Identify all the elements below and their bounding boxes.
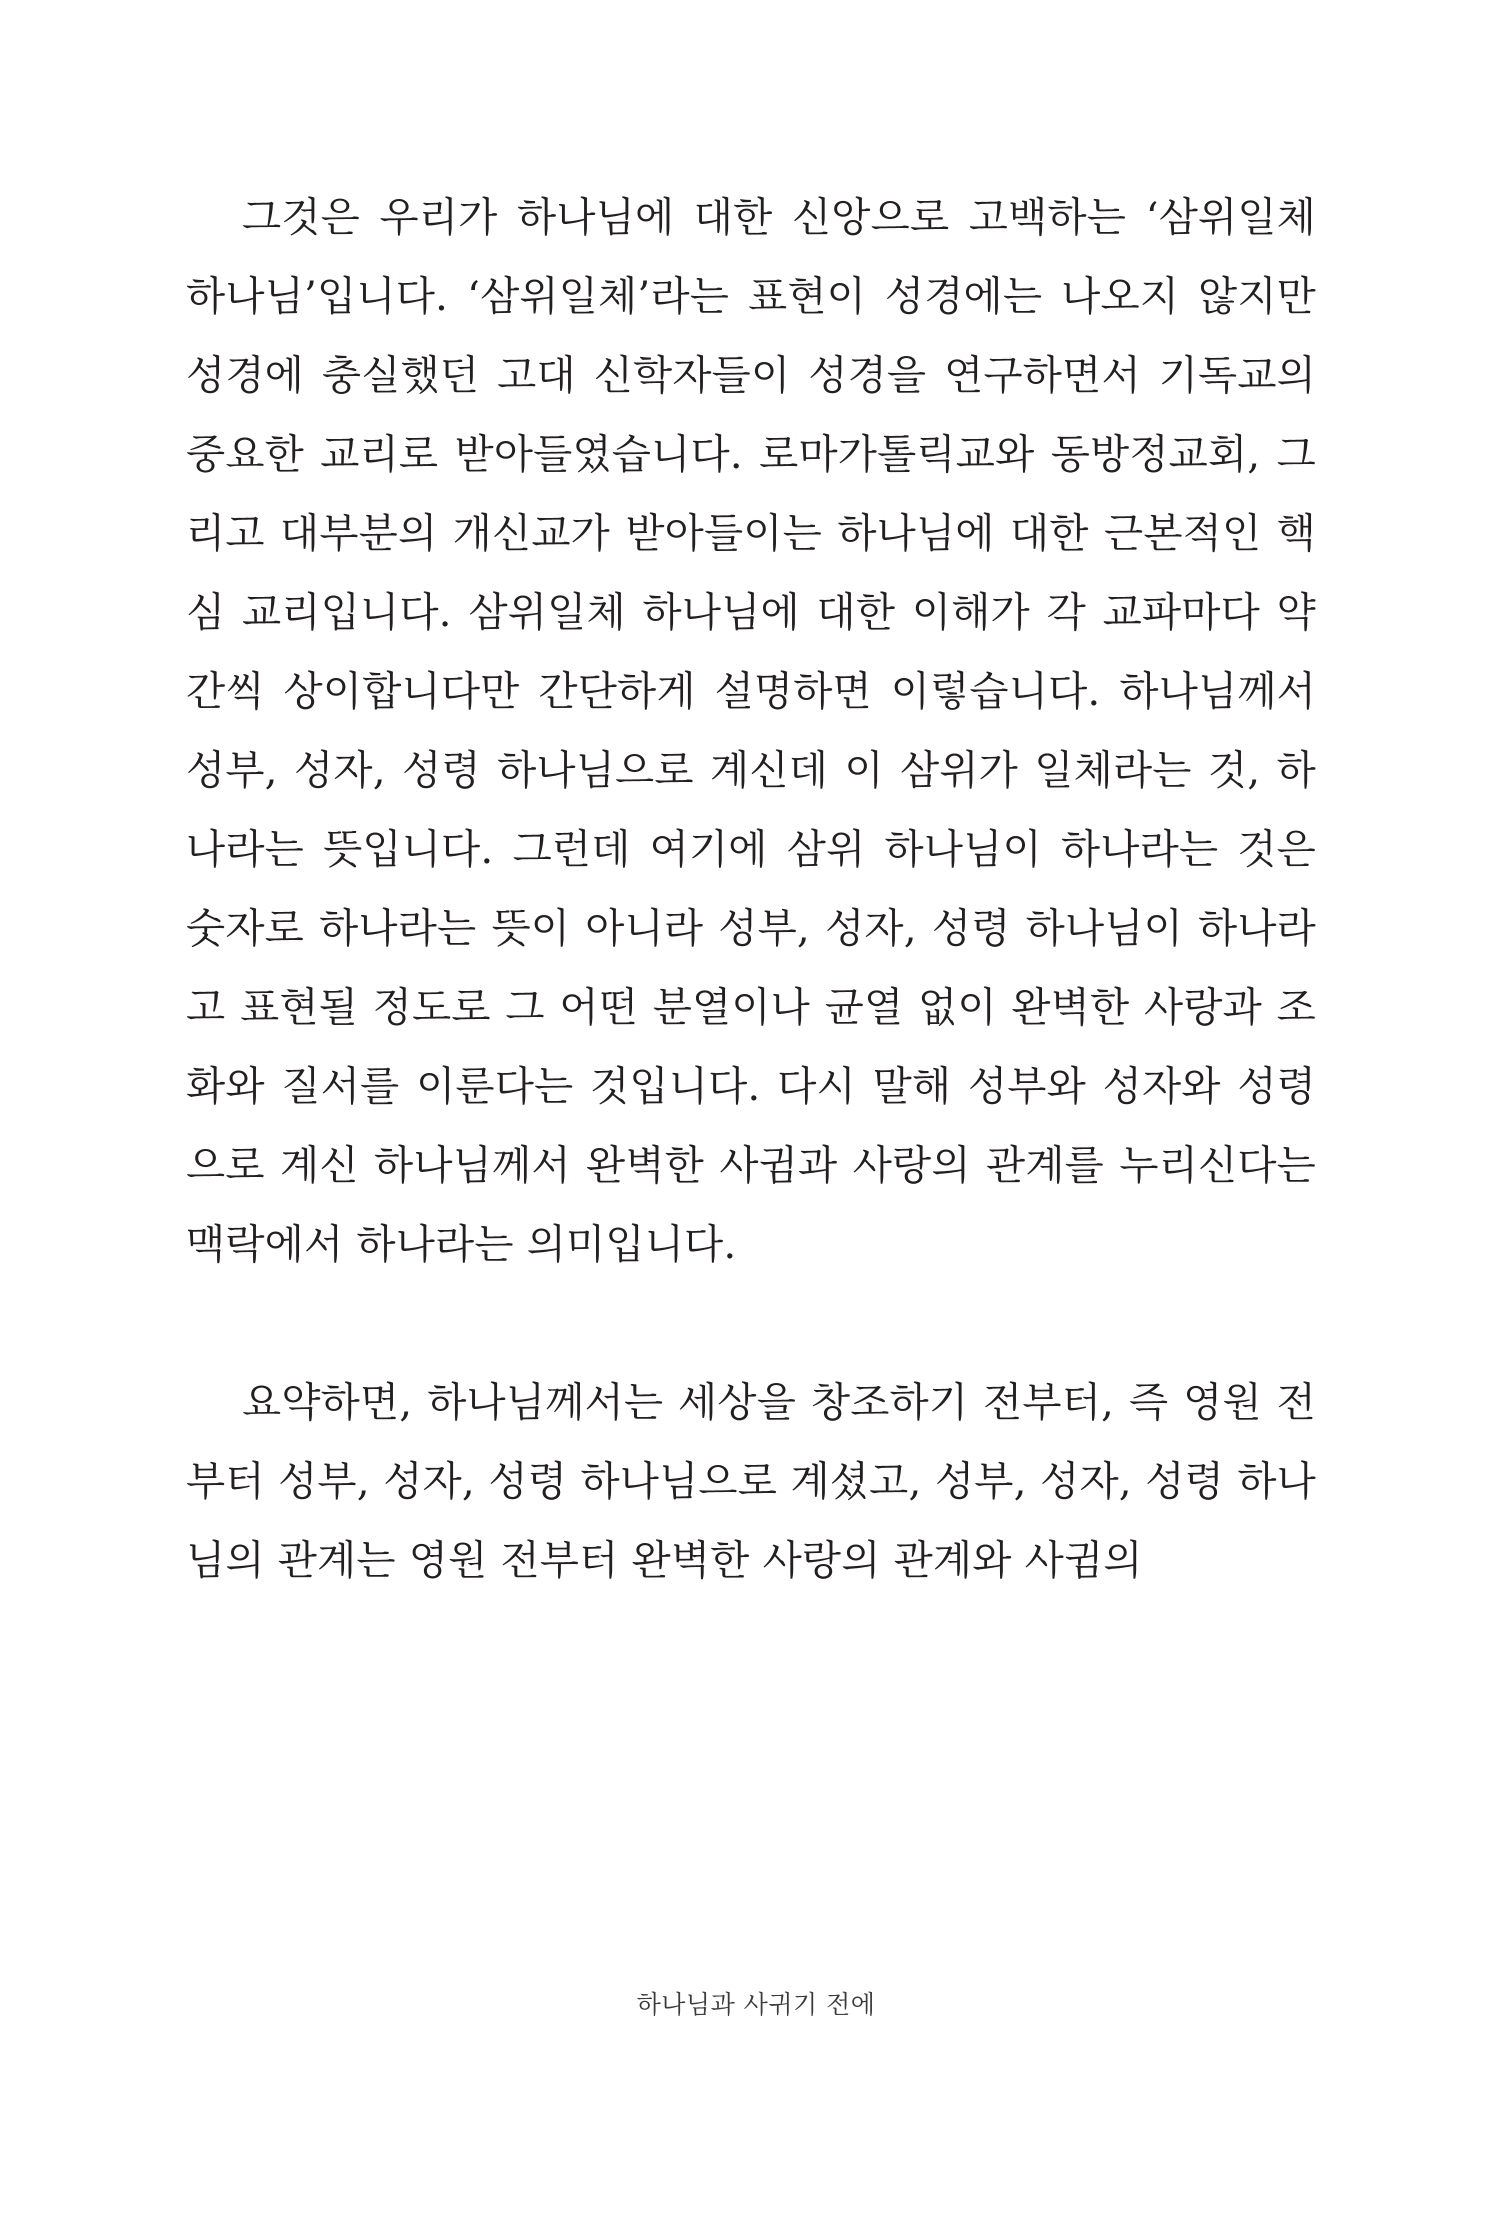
page-footer: 하나님과 사귀기 전에: [636, 1990, 876, 2019]
paragraph: 그것은 우리가 하나님에 대한 신앙으로 고백하는 ‘삼위일체 하나님’입니다. ‘삼위일체’라는 표현이 성경에는 나오지 않지만 성경에 충실했던 고대 신학자들이 성경을 연구하면서 기독교의 중요한 교리로 받아들였습니다. 로마가톨릭교와 동방정교회, 그리고 대부분의 개신교가 받아들이는 하나님에 대한 근본적인 핵심 교리입니다. 삼위일체 하나님에 대한 이해가 각 교파마다 약간씩 상이합니다만 간단하게 설명하면 이렇습니다. 하나님께서 성부, 성자, 성령 하나님으로 계신데 이 삼위가 일체라는 것, 하나라는 뜻입니다. 그런데 여기에 삼위 하나님이 하나라는 것은 숫자로 하나라는 뜻이 아니라 성부, 성자, 성령 하나님이 하나라고 표현될 정도로 그 어떤 분열이나 균열 없이 완벽한 사랑과 조화와 질서를 이룬다는 것입니다. 다시 말해 성부와 성자와 성령으로 계신 하나님께서 완벽한 사귐과 사랑의 관계를 누리신다는 맥락에서 하나라는 의미입니다.: [186, 193, 1316, 1268]
page-body: [186, 178, 1316, 1600]
paragraph: 요약하면, 하나님께서는 세상을 창조하기 전부터, 즉 영원 전부터 성부, 성자, 성령 하나님으로 계셨고, 성부, 성자, 성령 하나님의 관계는 영원 전부터 완벽한 사랑의 관계와 사귐의: [186, 1378, 1316, 1584]
